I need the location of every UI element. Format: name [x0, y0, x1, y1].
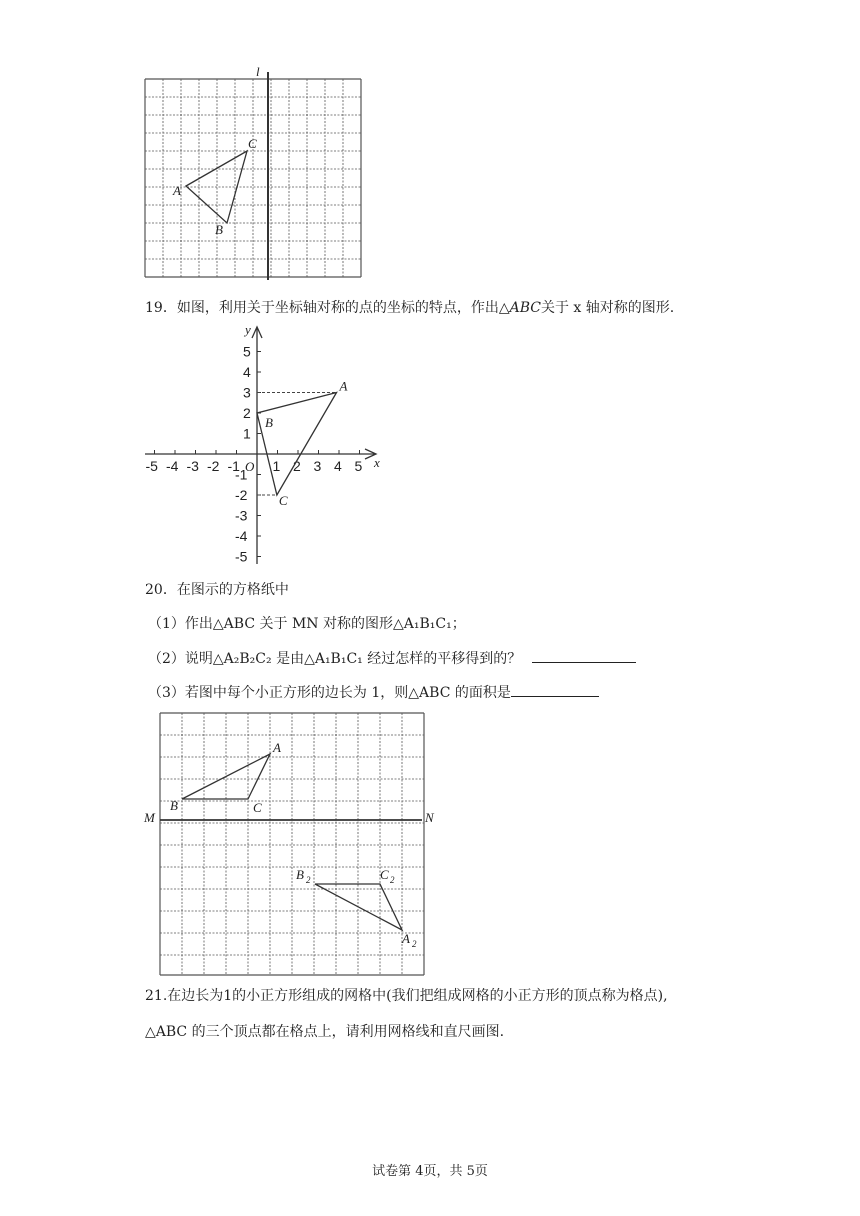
- y-tick-label: -4: [235, 528, 248, 544]
- point-c-label: C: [253, 800, 262, 815]
- answer-blank-3[interactable]: [511, 682, 599, 697]
- point-b2-sub: 2: [306, 875, 311, 885]
- point-c-label: C: [248, 136, 257, 151]
- question-number: 20．: [145, 582, 177, 598]
- point-a-label: A: [273, 740, 281, 755]
- triangle-a2b2c2: [315, 884, 402, 930]
- x-tick-label: O: [245, 459, 255, 474]
- x-tick-label: 3: [313, 458, 322, 474]
- point-c2-label: C: [380, 867, 389, 882]
- label-m: M: [144, 810, 155, 825]
- question-20-item-3: [148, 682, 599, 703]
- question-text: 在边长为1的小正方形组成的网格中(我们把组成网格的小正方形的顶点称为格点),: [167, 988, 668, 1004]
- question-text-tail: 关于 x 轴对称的图形.: [540, 300, 675, 316]
- y-tick-label: -2: [235, 487, 248, 503]
- question-text: 如图，利用关于坐标轴对称的点的坐标的特点，作出: [176, 300, 499, 316]
- figure-20-grid: [140, 708, 460, 978]
- page-footer: 试卷第 4页，共 5页: [372, 1164, 488, 1179]
- question-20-item-2: [148, 648, 636, 669]
- label-n: N: [425, 810, 434, 825]
- question-19: [145, 298, 674, 318]
- point-a2-sub: 2: [412, 939, 417, 949]
- point-c2-sub: 2: [390, 875, 395, 885]
- y-tick-label: -5: [235, 548, 248, 565]
- x-tick-label: 2: [293, 458, 301, 474]
- y-axis-label: y: [245, 322, 251, 337]
- item-2-text: （2）说明△A₂B₂C₂ 是由△A₁B₁C₁ 经过怎样的平移得到的？: [148, 651, 522, 667]
- question-21-line-2: △ABC 的三个顶点都在格点上，请利用网格线和直尺画图.: [145, 1024, 505, 1040]
- question-number: 21.: [145, 988, 168, 1004]
- point-a2-label: A: [402, 931, 410, 946]
- y-tick-label: 3: [243, 384, 251, 401]
- y-tick-label: -3: [235, 507, 248, 524]
- item-3-text: （3）若图中每个小正方形的边长为 1，则△ABC 的面积是: [148, 685, 511, 701]
- question-20-item-1: （1）作出△ABC 关于 MN 对称的图形△A₁B₁C₁；: [148, 616, 466, 632]
- x-tick-label: -5: [145, 458, 158, 474]
- x-tick-label: -2: [207, 458, 220, 474]
- triangle-name: △ABC: [498, 300, 541, 316]
- question-20-title: [145, 580, 289, 600]
- axis-l-label: l: [256, 64, 260, 79]
- question-21-line-1: [145, 986, 668, 1006]
- point-b2-label: B: [296, 867, 304, 882]
- point-b-label: B: [170, 798, 178, 813]
- x-tick-label: -1: [227, 458, 240, 474]
- point-b-label: B: [215, 222, 223, 237]
- point-a-label: A: [173, 183, 181, 198]
- point-b-label: B: [265, 415, 273, 430]
- y-tick-label: 5: [243, 343, 251, 360]
- y-tick-label: 4: [243, 364, 251, 380]
- point-c-label: C: [278, 493, 288, 508]
- triangle-abc: [257, 393, 337, 496]
- question-text: 在图示的方格纸中: [176, 582, 289, 598]
- y-tick-label: 2: [243, 405, 251, 421]
- point-a-label: A: [339, 378, 348, 394]
- y-tick-label: 1: [243, 425, 251, 442]
- answer-blank-2[interactable]: [532, 648, 636, 663]
- x-tick-label: -4: [166, 458, 179, 474]
- x-tick-label: 1: [272, 458, 281, 474]
- figure-18-grid: [140, 64, 380, 284]
- figure-19-coordinate-plane: [140, 320, 400, 570]
- x-tick-label: 5: [354, 458, 363, 474]
- x-tick-label: 4: [334, 458, 342, 474]
- x-axis-label: x: [374, 455, 380, 470]
- x-tick-label: -3: [186, 458, 199, 474]
- question-number: 19．: [145, 300, 177, 316]
- y-tick-label: -1: [235, 466, 248, 483]
- triangle-abc: [182, 754, 270, 799]
